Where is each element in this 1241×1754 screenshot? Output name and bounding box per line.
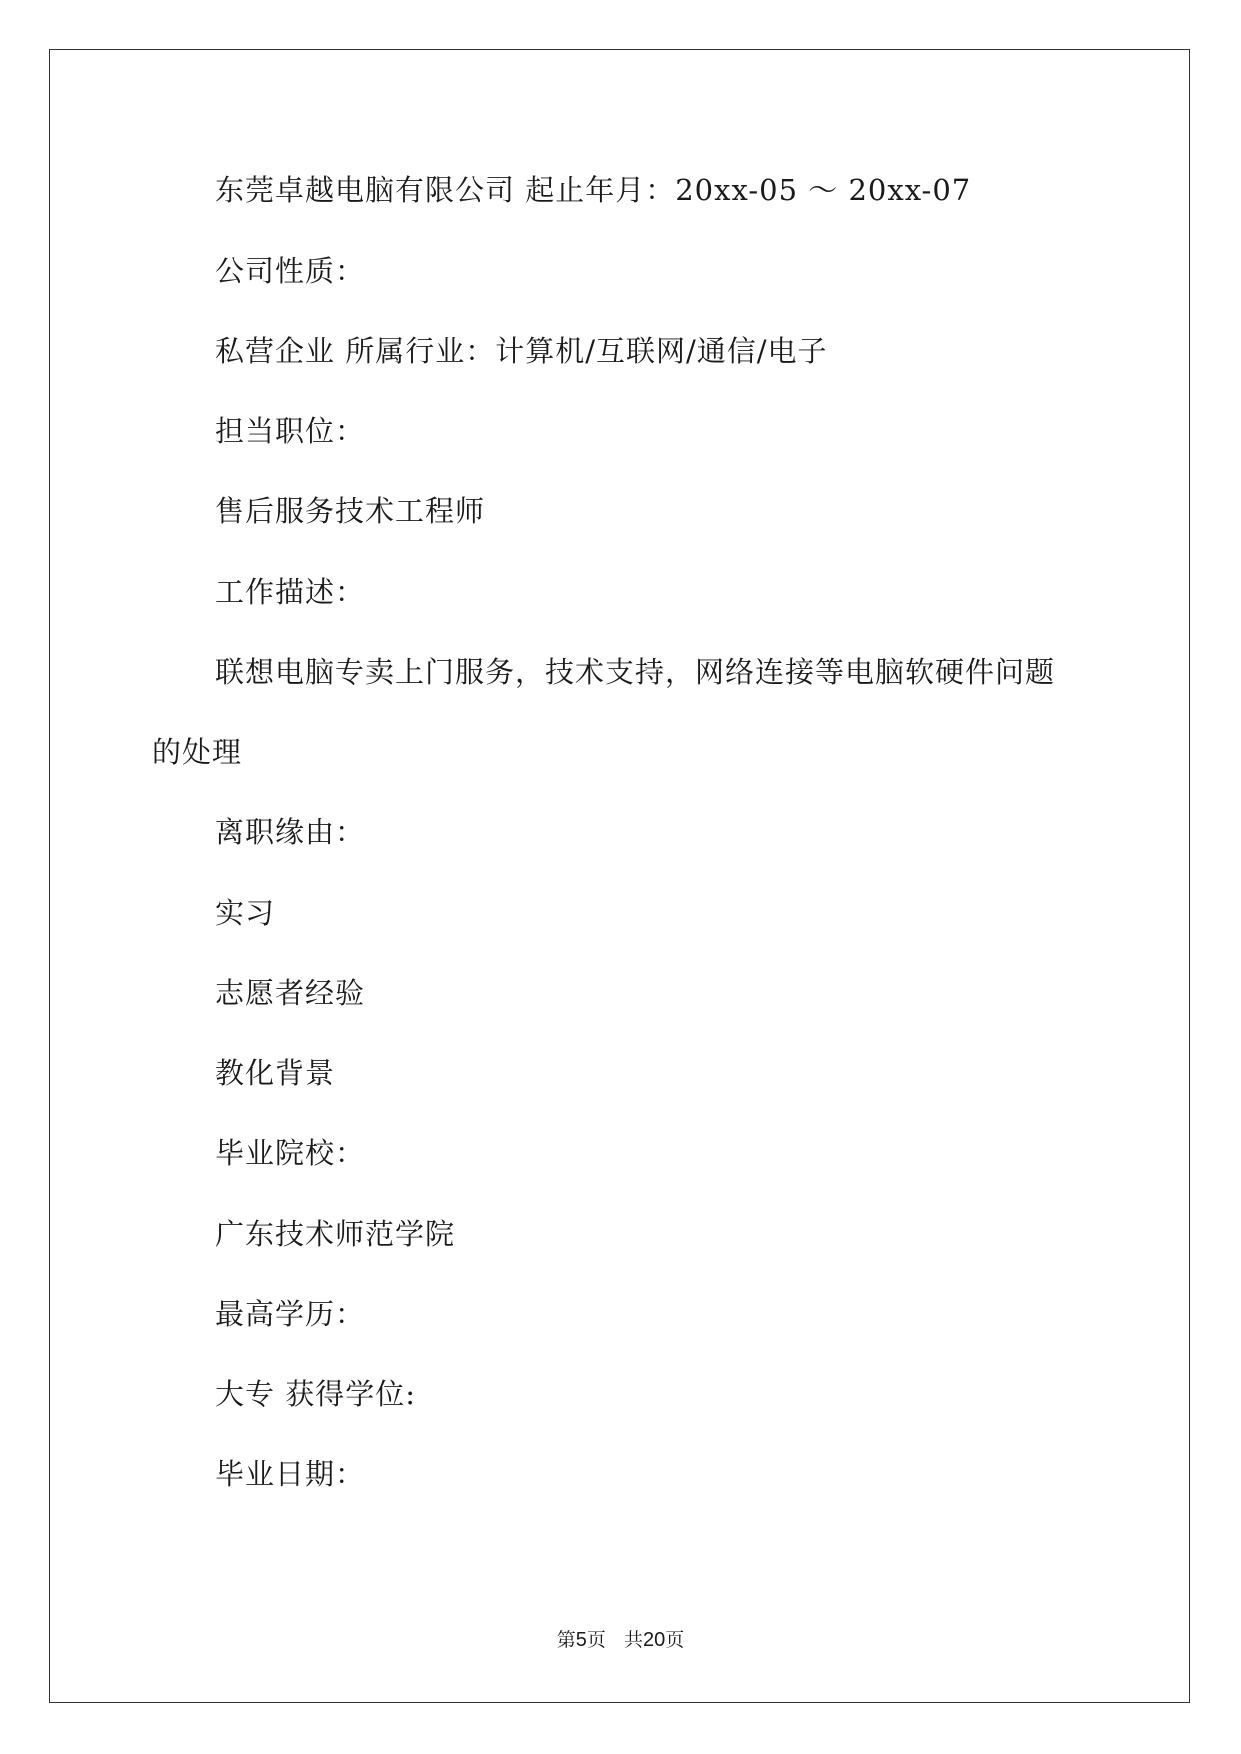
text-line-job-description-continued: 的处理	[152, 735, 243, 769]
footer-total-prefix: 共	[623, 1629, 643, 1651]
text-line-leave-reason-value: 实习	[215, 896, 276, 930]
footer-page-suffix: 页	[586, 1629, 606, 1651]
footer-total-number: 20	[642, 1629, 666, 1651]
text-line-job-description: 联想电脑专卖上门服务，技术支持，网络连接等电脑软硬件问题	[215, 655, 1056, 689]
text-line-position-value: 售后服务技术工程师	[215, 494, 486, 528]
text-line-graduation-date-label: 毕业日期：	[215, 1457, 366, 1491]
text-line-company-type-label: 公司性质：	[215, 254, 366, 288]
page-footer	[0, 1628, 1241, 1652]
text-line-position-label: 担当职位：	[215, 414, 366, 448]
page-border	[49, 49, 1190, 1703]
text-line-education-heading: 教化背景	[215, 1056, 336, 1090]
text-line-school-label: 毕业院校：	[215, 1136, 366, 1170]
text-line-company-type-industry: 私营企业 所属行业：计算机/互联网/通信/电子	[215, 334, 828, 368]
text-line-degree-label: 最高学历：	[215, 1297, 366, 1331]
text-line-job-description-label: 工作描述：	[215, 575, 366, 609]
text-line-volunteer-heading: 志愿者经验	[215, 976, 366, 1010]
text-line-company-period: 东莞卓越电脑有限公司 起止年月：20xx-05 ～ 20xx-07	[215, 173, 972, 207]
text-line-degree-value: 大专 获得学位:	[215, 1377, 416, 1411]
footer-page-number: 5	[575, 1629, 587, 1651]
text-line-school-value: 广东技术师范学院	[215, 1217, 456, 1251]
footer-total-suffix: 页	[665, 1629, 685, 1651]
footer-page-prefix: 第	[556, 1629, 576, 1651]
text-line-leave-reason-label: 离职缘由：	[215, 815, 366, 849]
